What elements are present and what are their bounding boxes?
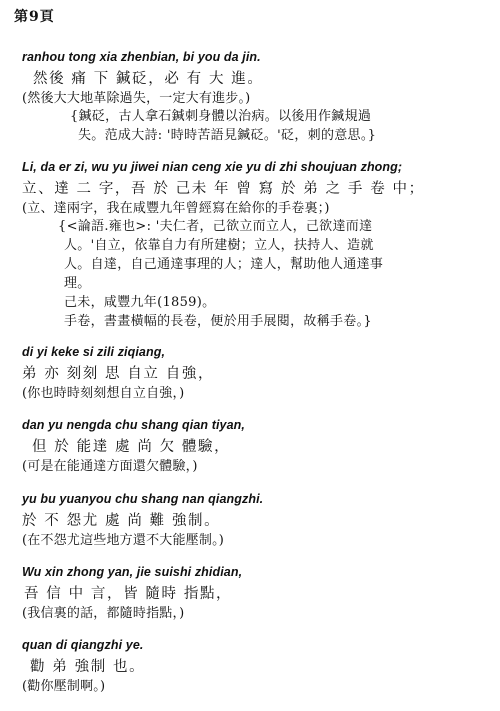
translation-line: (立、達兩字，我在咸豐九年曾經寫在給你的手卷裏；) [22, 201, 330, 216]
note-line: 失。范成大詩: '時時苦語見鍼砭。'砭，刺的意思。} [78, 128, 377, 143]
translation-line: (可是在能通達方面還欠體驗，) [22, 459, 198, 474]
note-line: {<論語.雍也>: '夫仁者，己欲立而立人，己欲達而達 [58, 219, 373, 234]
translation-line: (我信裏的話，都隨時指點，) [22, 606, 185, 621]
hanzi-line: 立、達 二 字，吾 於 己未 年 曾 寫 於 弟 之 手 卷 中； [22, 181, 425, 197]
hanzi-line: 但 於 能達 處 尚 欠 體驗， [32, 439, 231, 455]
note-line: 人。自達，自己通達事理的人；達人，幫助他人通達事 [64, 257, 384, 272]
note-line: 己未，咸豐九年(1859)。 [64, 295, 216, 310]
hanzi-line: 勸 弟 強制 也。 [30, 659, 146, 675]
translation-line: (勸你壓制啊。) [22, 679, 106, 694]
note-line: 人。'自立，依靠自力有所建樹；立人，扶持人、造就 [64, 238, 374, 253]
translation-line: (然後大大地革除過失，一定大有進步。) [22, 91, 251, 106]
pinyin-line: Li, da er zi, wu yu jiwei nian ceng xie yu di zhi shoujuan zhong; [22, 160, 403, 174]
pinyin-line: di yi keke si zili ziqiang, [22, 345, 166, 359]
pinyin-line: yu bu yuanyou chu shang nan qiangzhi. [22, 492, 264, 506]
note-line: 理。 [64, 276, 91, 291]
pinyin-line: ranhou tong xia zhenbian, bi you da jin. [22, 50, 261, 64]
hanzi-line: 吾 信 中 言，皆 隨時 指點， [24, 586, 233, 602]
page-number: 第9頁 [14, 9, 55, 25]
hanzi-line: 弟 亦 刻刻 思 自立 自強， [22, 366, 215, 382]
translation-line: (在不怨尤這些地方還不大能壓制。) [22, 533, 225, 548]
note-line: 手卷，書畫橫幅的長卷，便於用手展閱，故稱手卷。} [64, 314, 372, 329]
pinyin-line: quan di qiangzhi ye. [22, 638, 144, 652]
hanzi-line: 於 不 怨尤 處 尚 難 強制。 [22, 513, 221, 529]
note-line: {鍼砭，古人拿石鍼刺身體以治病。以後用作鍼規過 [70, 109, 372, 124]
hanzi-line: 然後 痛 下 鍼砭，必 有 大 進。 [33, 71, 264, 87]
pinyin-line: Wu xin zhong yan, jie suishi zhidian, [22, 565, 243, 579]
pinyin-line: dan yu nengda chu shang qian tiyan, [22, 418, 245, 432]
translation-line: (你也時時刻刻想自立自強，) [22, 386, 185, 401]
